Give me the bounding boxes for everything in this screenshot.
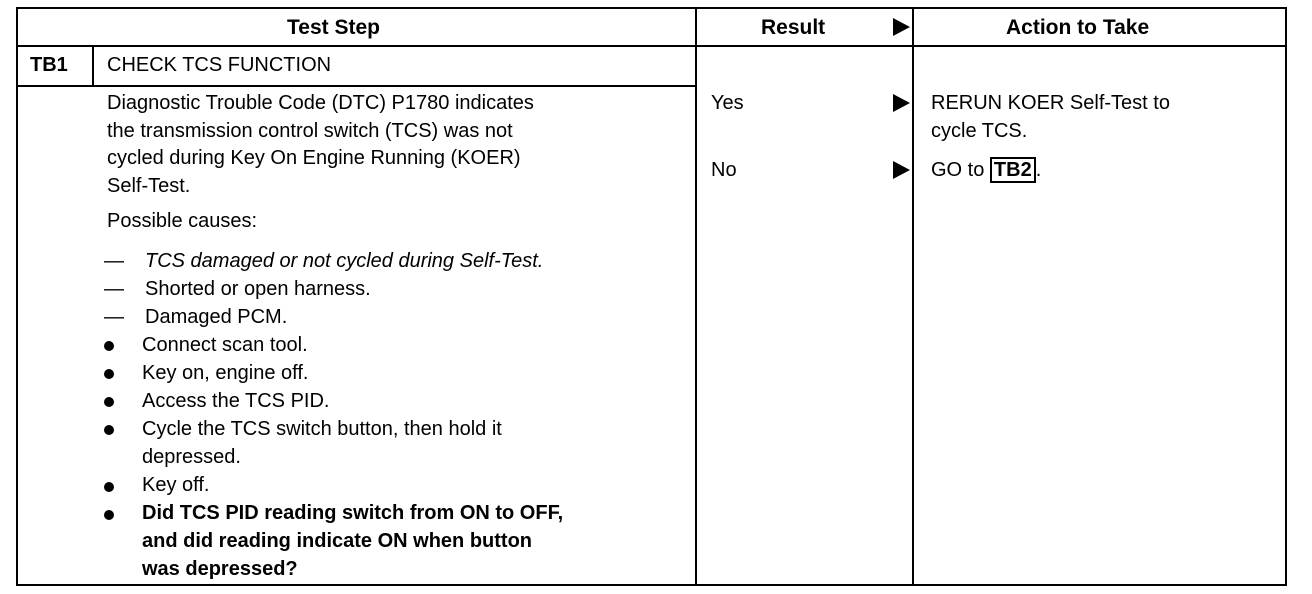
- bullet-icon: [104, 425, 114, 435]
- result-no: No: [711, 159, 737, 181]
- cause-item: Shorted or open harness.: [145, 278, 371, 300]
- action-goto: [931, 157, 1041, 185]
- procedure-item: Access the TCS PID.: [142, 390, 330, 412]
- procedure-item: Cycle the TCS switch button, then hold it: [142, 418, 502, 440]
- dash-marker: —: [104, 250, 124, 272]
- bullet-icon: [104, 482, 114, 492]
- goto-tb2-link[interactable]: TB2: [990, 157, 1036, 183]
- bullet-icon: [104, 369, 114, 379]
- procedure-item: Connect scan tool.: [142, 334, 308, 356]
- column-divider: [912, 7, 914, 586]
- action-goto-suffix: .: [1035, 159, 1042, 181]
- row-divider: [16, 45, 1287, 47]
- description-line: the transmission control switch (TCS) was not: [107, 119, 513, 142]
- description-line: Self-Test.: [107, 174, 191, 197]
- row-divider: [16, 85, 697, 87]
- action-goto-prefix: GO to: [931, 159, 990, 181]
- arrow-right-icon: [893, 94, 910, 112]
- bullet-icon: [104, 341, 114, 351]
- arrow-right-icon: [893, 18, 910, 36]
- cause-item: Damaged PCM.: [145, 306, 288, 328]
- description-line: cycled during Key On Engine Running (KOER): [107, 147, 521, 169]
- bullet-icon: [104, 397, 114, 407]
- arrow-right-icon: [893, 161, 910, 179]
- question-line: was depressed?: [142, 558, 298, 580]
- result-yes: Yes: [711, 92, 744, 114]
- description-line: Diagnostic Trouble Code (DTC) P1780 indicates: [107, 92, 534, 114]
- bullet-icon: [104, 510, 114, 520]
- dash-marker: —: [104, 306, 124, 328]
- question-line: Did TCS PID reading switch from ON to OFF,: [142, 502, 564, 524]
- header-test-step: Test Step: [287, 16, 380, 39]
- procedure-item: Key off.: [142, 474, 210, 496]
- action-line: cycle TCS.: [931, 120, 1028, 142]
- step-title: CHECK TCS FUNCTION: [107, 54, 332, 76]
- procedure-item: Key on, engine off.: [142, 362, 309, 384]
- column-divider: [695, 7, 697, 586]
- cause-item: TCS damaged or not cycled during Self-Test.: [145, 250, 544, 272]
- header-result: Result: [761, 16, 826, 39]
- procedure-item-continued: depressed.: [142, 446, 241, 468]
- header-action: Action to Take: [1006, 16, 1150, 39]
- causes-heading: Possible causes:: [107, 210, 258, 232]
- question-line: and did reading indicate ON when button: [142, 530, 532, 552]
- step-id: TB1: [30, 54, 68, 76]
- dash-marker: —: [104, 278, 124, 300]
- action-line: RERUN KOER Self-Test to: [931, 92, 1170, 114]
- id-divider: [92, 45, 94, 87]
